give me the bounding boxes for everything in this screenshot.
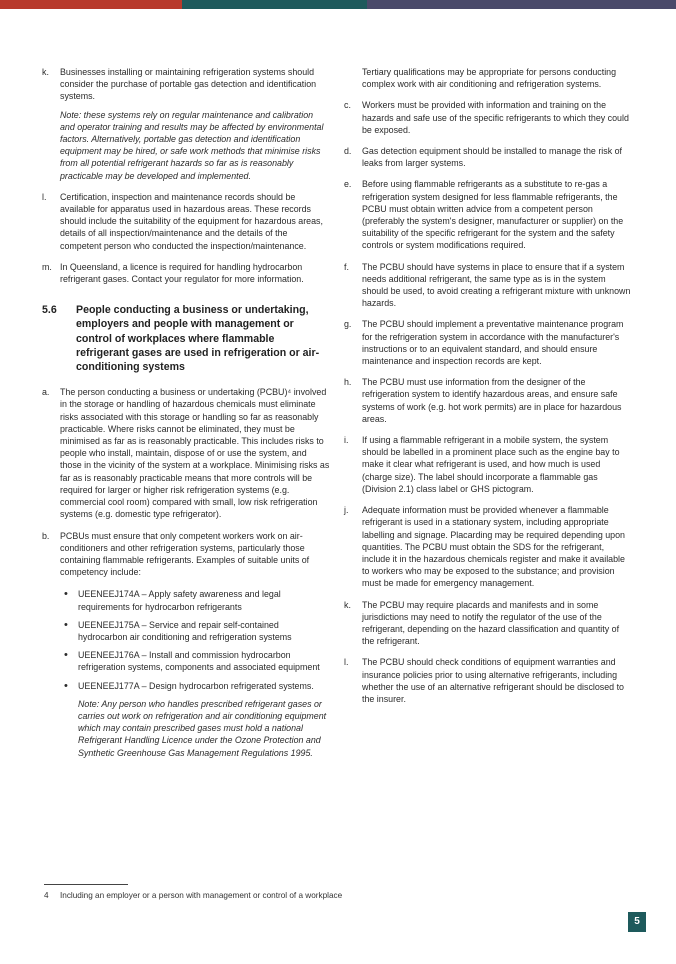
item-text: Gas detection equipment should be installed to manage the risk of leaks from larger systems. [362,146,623,169]
item-text: Tertiary qualifications may be appropriate for persons conducting complex work with air conditioning and refrigeration systems. [362,67,617,90]
item-label: f. [344,261,349,272]
list-item [344,99,632,136]
list-item [344,178,632,251]
list-item [42,66,330,182]
list-item [344,145,632,169]
list-item [344,599,632,648]
header-band-navy [367,0,676,9]
page-number: 5 [628,912,646,932]
list-item [344,504,632,589]
section-heading [42,303,330,374]
item-label: h. [344,377,352,388]
competency-unit: • UEENEEJ177A – Design hydrocarbon refrigerated systems. [60,680,330,692]
licence-note: Note: Any person who handles prescribed refrigerant gases or carries out work on refrigeration and air conditioning equipment which may contain prescribed gases must hold a national Refrigerant Handling Licence under the Ozone Protection and Synthetic Greenhouse Gas Management Regulations 1995. [78,698,327,758]
list-item [344,376,632,425]
competency-units-list [60,588,330,691]
footnote-divider [44,884,128,885]
item-label: c. [344,100,351,111]
item-label: k. [42,67,49,77]
item-label: e. [344,179,352,190]
section-number: 5.6 [42,304,57,317]
list-item [42,386,330,520]
list-item [344,318,632,367]
item-text: In Queensland, a licence is required for handling hydrocarbon refrigerant gases. Contact your regulator for more information. [60,261,304,285]
item-text: The PCBU should check conditions of equipment warranties and insurance policies prior to using alternative refrigerants, including whether the use of an alternative refrigerant should be disclosed to the insurer. [362,657,624,704]
item-label: i. [344,435,349,446]
footnote-number: 4 [44,891,49,900]
item-text: The PCBU may require placards and manifests and in some jurisdictions may need to notify the regulator of the use of the refrigerant, depending on the hazard classification and quantity of the refrigerant. [362,599,620,647]
item-text: If using a flammable refrigerant in a mobile system, the system should be labelled in a prominent place such as the engine bay to make it clear what refrigerant is used, and how much is used (charge size). The label should incorporate a flammable gas (Division 2.1) class label or GHS pictogram. [362,435,620,494]
item-label: g. [344,319,352,330]
item-label: k. [344,599,351,610]
item-text: The PCBU must use information from the designer of the refrigeration system to identify hazardous areas, and ensure safe systems of work (e.g. hot work permits) are in place for hazardous areas. [362,377,622,424]
list-item-continuation [344,66,632,90]
right-column [344,66,632,714]
header-band-teal [182,0,367,9]
list-item [344,656,632,705]
footnote-text: Including an employer or a person with management or control of a workplace [60,891,343,900]
item-text: The PCBU should have systems in place to ensure that if a system needs additional refrigerant, the same type as is in the system should be used, to avoid creating a refrigerant mixture with unknown hazards. [362,261,631,309]
item-text: Workers must be provided with information and training on the hazards and safe use of the specific refrigerants to which they could be exposed. [362,100,629,135]
list-item [42,261,330,285]
left-column [42,66,330,768]
item-label: l. [42,191,47,202]
item-label: b. [42,530,50,541]
item-text: Adequate information must be provided whenever a flammable refrigerant is used in a stationary system, including appropriate labelling and signage. Placarding may be required depending upon quantities. The PCBU must obtain the SDS for the refrigerant, include it in the hazardous chemicals register and make it available to workers who may be exposed to the substance; and provision must be made for emergency management. [362,505,625,589]
list-item [344,261,632,310]
footnote [44,891,342,900]
item-note: Note: these systems rely on regular maintenance and calibration and operator training and results may be affected by environmental factors. Alternatively, portable gas detection and identification equipment may be hired, or safe work methods that minimise risks from all potential refrigerant hazards so far as is reasonably practicable may be developed and implemented. [60,109,324,181]
header-band-red [0,0,182,9]
item-text: PCBUs must ensure that only competent workers work on air-conditioners and other refrigeration systems, particularly those containing flammable refrigerants. Examples of suitable units of competency include: [60,530,310,578]
list-item [42,530,330,759]
item-label: l. [344,657,349,668]
item-text: The PCBU should implement a preventative maintenance program for the refrigeration system in accordance with the manufacturer's instructions or to an equivalent standard, and should ensure maintenance and inspection records are kept. [362,319,624,367]
competency-unit: • UEENEEJ176A – Install and commission hydrocarbon refrigeration systems, components and associated equipment [60,649,330,673]
item-label: d. [344,146,352,157]
competency-unit: • UEENEEJ175A – Service and repair self-contained hydrocarbon air conditioning and refrigeration systems [60,619,330,643]
item-text: The person conducting a business or undertaking (PCBU)⁴ involved in the storage or handling of hazardous chemicals must eliminate risks associated with this storage or handling so far as reasonably practicable. Where risks cannot be eliminated, they must be minimised as far as is reasonably practicable. This includes risks to people who install, maintain, dispose of or use the system, and those in the vicinity of the system at a workplace. Minimising risks as far as is reasonably practicable means that more controls will be required for larger or higher risk refrigeration systems (e.g. commercial cool room) compared with small, low risk refrigeration systems (e.g. domestic type refrigerator). [60,387,330,520]
item-text: Businesses installing or maintaining refrigeration systems should consider the purchase of portable gas detection and identification systems. [60,67,317,102]
item-label: a. [42,387,50,398]
item-label: m. [42,261,52,272]
list-item [344,434,632,495]
section-title: People conducting a business or undertaking, employers and people with management or control of workplaces where flammable refrigerant gases are used in refrigeration or air-conditioning systems [76,304,320,374]
item-label: j. [344,505,349,516]
list-item [42,191,330,252]
item-text: Before using flammable refrigerants as a substitute to re-gas a refrigeration system designed for less flammable refrigerants, the PCBU must obtain written advice from a competent person (preferably the system's designer, manufacturer or supplier) on the suitability of the specific refrigerant for the system and the safety controls or system modifications required. [362,179,624,251]
competency-unit: • UEENEEJ174A – Apply safety awareness and legal requirements for hydrocarbon refrigerants [60,588,330,612]
item-text: Certification, inspection and maintenance records should be available for apparatus used in hazardous areas. These records should include the suitability of the equipment for hazardous areas, details of all inspection/maintenance and the details of the competent person who conducted the inspection/maintenance. [60,191,323,251]
